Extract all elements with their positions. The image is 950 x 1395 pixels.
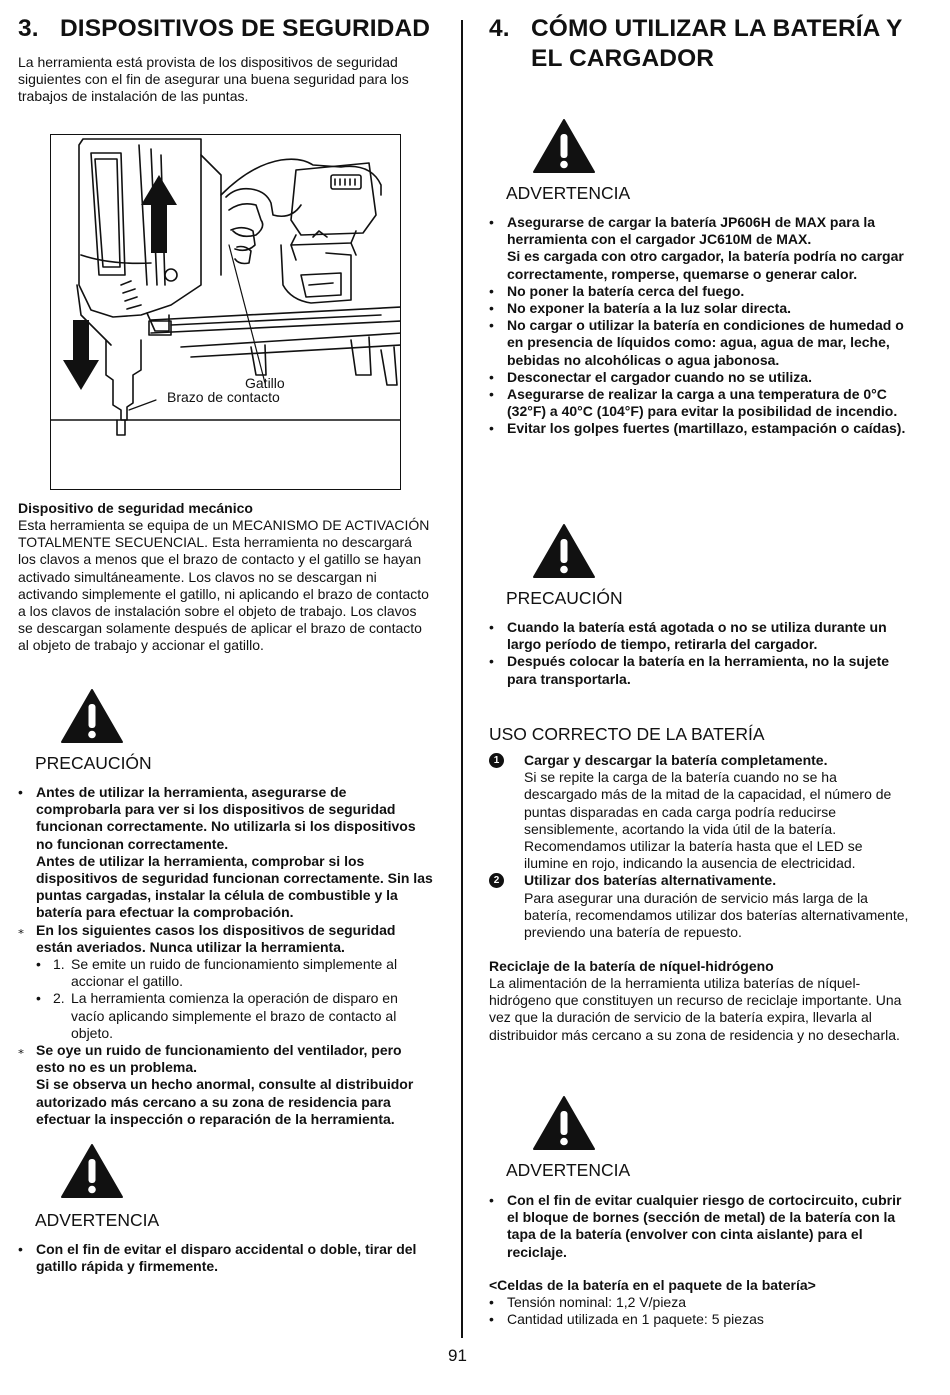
list-item	[18, 784, 433, 922]
sub-item-number: • 2.	[53, 990, 65, 1007]
battery-usage-heading: USO CORRECTO DE LA BATERÍA	[489, 724, 765, 744]
warning-triangle-icon	[60, 1143, 124, 1199]
warning-title-right-2: ADVERTENCIA	[506, 1160, 631, 1180]
list-item: • Desconectar el cargador cuando no se utiliza.	[489, 369, 909, 386]
caution-list-left	[18, 784, 433, 1128]
warning-triangle-icon	[532, 118, 596, 174]
sub-item-text: La herramienta comienza la operación de disparo en vacío aplicando simplemente el brazo de contacto al objeto.	[71, 990, 398, 1041]
list-item: • No cargar o utilizar la batería en condiciones de humedad o en presencia de líquidos como: agua, agua de mar, leche, bebidas no alcohólicas o agua jabonosa.	[489, 317, 909, 369]
caution-item-text: Si se observa un hecho anormal, consulte al distribuidor autorizado más cercano a su zona de residencia para efectuar la inspección o reparación de la herramienta.	[36, 1076, 414, 1127]
warning-triangle-icon	[532, 1095, 596, 1151]
list-item: • Cuando la batería está agotada o no se utiliza durante un largo período de tiempo, retirarla del cargador.	[489, 619, 909, 653]
section-3-intro: La herramienta está provista de los dispositivos de seguridad siguientes con el fin de asegurar una buena seguridad para los trabajos de instalación de las puntas.	[18, 54, 409, 105]
battery-usage-list	[489, 752, 909, 941]
caution-title-right: PRECAUCIÓN	[506, 588, 623, 608]
cells-title: <Celdas de la batería en el paquete de la batería>	[489, 1277, 816, 1293]
list-item: • Después colocar la batería en la herramienta, no la sujete para transportarla.	[489, 653, 909, 687]
list-item	[489, 214, 909, 283]
mech-safety-body: Esta herramienta se equipa de un MECANISMO DE ACTIVACIÓN TOTALMENTE SECUENCIAL. Esta herramienta no descargará los clavos a menos que el brazo de contacto y el gatillo se hayan activado simultáneamente. Los clavos no se descargan ni activando simplemente el gatillo, ni aplicando el brazo de contacto a los clavos de instalación sobre el objeto de trabajo. Los clavos se descargan solamente después de aplicar el brazo de contacto al objeto de trabajo y accionar el gatillo.	[18, 517, 430, 654]
warning-list-right	[489, 214, 909, 438]
usage-item-title: Cargar y descargar la batería completamente.	[524, 752, 828, 768]
sub-item-number: • 1.	[53, 956, 65, 973]
list-item: • Con el fin de evitar el disparo accidental o doble, tirar del gatillo rápida y firmemente.	[18, 1241, 433, 1275]
warning-title-right: ADVERTENCIA	[506, 183, 631, 203]
sub-item-text: Se emite un ruido de funcionamiento simplemente al accionar el gatillo.	[71, 956, 398, 990]
recycle-title: Reciclaje de la batería de níquel-hidrógeno	[489, 958, 774, 974]
list-item: • Con el fin de evitar cualquier riesgo de cortocircuito, cubrir el bloque de bornes (sección de metal) de la batería con la tapa de la batería (envolver con cinta aislante) para el reciclaje.	[489, 1192, 909, 1261]
nailer-drawing	[51, 135, 401, 490]
column-divider	[461, 20, 463, 1338]
mech-safety-title: Dispositivo de seguridad mecánico	[18, 500, 253, 516]
sub-list	[36, 956, 433, 1042]
list-item: • No exponer la batería a la luz solar directa.	[489, 300, 909, 317]
section-4-number: 4.	[489, 15, 510, 42]
list-item: • No poner la batería cerca del fuego.	[489, 283, 909, 300]
recycle-body: La alimentación de la herramienta utiliza baterías de níquel-hidrógeno que constituyen un recurso de reciclaje importante. Una vez que la duración de servicio de la batería expira, llevarla al distribuidor más cercano a su zona de residencia y no desecharla.	[489, 975, 902, 1043]
usage-item-body: Para asegurar una duración de servicio más larga de la batería, recomendamos utilizar dos baterías alternativamente, previendo una batería de repuesto.	[524, 889, 909, 941]
page-number: 91	[448, 1346, 467, 1365]
warning-list-left	[18, 1241, 433, 1275]
caution-item-text: En los siguientes casos los dispositivos de seguridad están averiados. Nunca utilizar la herramienta.	[36, 921, 396, 955]
warning-triangle-icon	[60, 688, 124, 744]
caution-item-text: Antes de utilizar la herramienta, asegurarse de comprobarla para ver si los dispositivos de seguridad funcionan correctamente. No utilizarla si los dispositivos no funcionan correctamente.	[36, 784, 416, 852]
list-item: • Evitar los golpes fuertes (martillazo, estampación o caídas).	[489, 420, 909, 437]
sub-list-item	[36, 956, 433, 990]
number-badge: 1	[489, 753, 504, 768]
section-3-number: 3.	[18, 15, 39, 42]
label-trigger: Gatillo	[245, 375, 285, 391]
label-contact-arm: Brazo de contacto	[167, 389, 280, 405]
caution-item-text: Se oye un ruido de funcionamiento del ventilador, pero esto no es un problema.	[36, 1042, 402, 1076]
warning-triangle-icon	[532, 523, 596, 579]
warning-item-text: Asegurarse de cargar la batería JP606H de MAX para la herramienta con el cargador JC610M de MAX.	[507, 214, 876, 248]
nailer-illustration	[50, 134, 401, 490]
list-item: • Cantidad utilizada en 1 paquete: 5 piezas	[489, 1311, 909, 1328]
warning-title-left: ADVERTENCIA	[35, 1210, 160, 1230]
warning-item-text: Si es cargada con otro cargador, la batería podría no cargar correctamente, romperse, quemarse o generar calor.	[507, 248, 904, 282]
usage-item-title: Utilizar dos baterías alternativamente.	[524, 872, 777, 889]
caution-item-text: Antes de utilizar la herramienta, comprobar si los dispositivos de seguridad funcionan correctamente. Sin las puntas cargadas, instalar la célula de combustible y la batería para efectuar la comprobación.	[36, 852, 433, 921]
usage-item-body: Si se repite la carga de la batería cuando no se ha descargado más de la mitad de la capacidad, el número de puntas disparadas en cada carga podría reducirse sensiblemente, acortando la vida útil de la batería. Recomendamos utilizar la batería hasta que el LED se ilumine en rojo, indicando la ausencia de electricidad.	[524, 769, 892, 872]
list-item: • Tensión nominal: 1,2 V/pieza	[489, 1294, 909, 1311]
list-item	[18, 922, 433, 1042]
section-4-title: CÓMO UTILIZAR LA BATERÍA Y EL CARGADOR	[531, 15, 902, 72]
number-badge: 2	[489, 873, 504, 888]
list-item	[18, 1042, 433, 1128]
sub-list-item	[36, 990, 433, 1042]
caution-list-right	[489, 619, 909, 688]
warning-list-right-2	[489, 1192, 909, 1261]
section-3-heading	[18, 14, 433, 44]
list-item	[489, 872, 909, 941]
caution-title-left: PRECAUCIÓN	[35, 753, 152, 773]
cells-list	[489, 1294, 909, 1328]
section-3-title: DISPOSITIVOS DE SEGURIDAD	[60, 15, 431, 42]
list-item	[489, 752, 909, 872]
section-4-heading	[489, 14, 909, 74]
list-item: • Asegurarse de realizar la carga a una temperatura de 0°C (32°F) a 40°C (104°F) para evitar la posibilidad de incendio.	[489, 386, 909, 420]
